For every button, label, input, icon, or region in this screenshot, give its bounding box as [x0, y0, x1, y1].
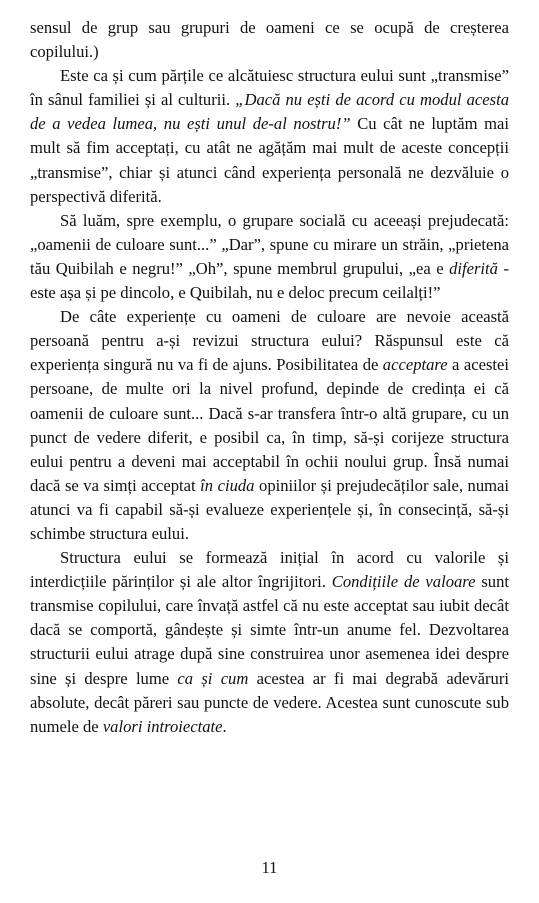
- paragraph: [30, 209, 509, 305]
- paragraph: [30, 546, 509, 739]
- italic-text: ca și cum: [177, 668, 249, 688]
- italic-text: în ciuda: [200, 475, 255, 495]
- text-run: Cu cât ne luptăm mai mult să fim acceptați, cu atât ne agățăm mai mult de aceste concepții „transmise”, chiar și atunci când experiența personală ne dezvăluie o perspectivă diferită.: [30, 114, 509, 206]
- body-text: [30, 16, 509, 739]
- italic-text: valori introiectate: [102, 716, 223, 736]
- text-run: Este ca și cum părțile ce alcătuiesc structura eului sunt „transmise” în sânul familiei și al culturii.: [30, 66, 509, 110]
- italic-text: acceptare: [382, 355, 448, 375]
- paragraph: [30, 16, 509, 64]
- text-run: Să luăm, spre exemplu, o grupare socială cu aceeași prejudecată: „oamenii de culoare sunt...” „Dar”, spune cu mirare un străin, „prietena tău Quibilah e negru!” „Oh”, spune membrul grupului, „ea e: [30, 210, 509, 278]
- text-run: - este așa și pe dincolo, e Quibilah, nu e deloc precum ceilalți!”: [30, 258, 509, 303]
- italic-text: Condițiile de valoare: [331, 572, 476, 592]
- italic-text: diferită: [449, 258, 498, 278]
- text-run: sensul de grup sau grupuri de oameni ce se ocupă de creșterea copilului.): [30, 18, 509, 62]
- paragraph: [30, 305, 509, 546]
- italic-text: „Dacă nu ești de acord cu modul acesta de a vedea lumea, nu ești unul de-al nostru!”: [30, 90, 510, 134]
- paragraph: [30, 64, 509, 209]
- text-run: sunt transmise copilului, care învață astfel că nu este acceptat sau iubit decât dacă se comportă, gândește și simte într-un anume fel. Dezvoltarea structurii eului atrage după sine construirea unor asemenea idei despre sine și despre lume: [30, 572, 509, 688]
- text-run: opiniilor și prejudecăților sale, numai atunci va fi capabil să-și evalueze experiențele și, în consecință, să-și schimbe structura eului.: [30, 475, 510, 543]
- text-run: Structura eului se formează inițial în acord cu valorile și interdicțiile părinților și ale altor îngrijitori.: [30, 548, 509, 592]
- text-run: .: [222, 716, 227, 736]
- page-number: 11: [261, 858, 278, 877]
- text-run: acestea ar fi mai degrabă adevăruri absolute, decât păreri sau puncte de vedere. Acestea sunt cunoscute sub numele de: [30, 668, 509, 736]
- text-run: De câte experiențe cu oameni de culoare are nevoie această persoană pentru a-și revizui structura eului? Răspunsul este că experiența singură nu va fi de ajuns. Posibilitatea de: [30, 307, 509, 375]
- text-run: a acestei persoane, de multe ori la nivel profund, depinde de credința ei că oamenii de culoare sunt... Dacă s-ar transfera într-o altă grupare, cu un punct de vedere diferit, e posibil ca, în timp, să-și corijeze structura eului pentru a deveni mai acceptabil în ochii noului grup. Însă numai dacă se va simți acceptat: [30, 355, 509, 495]
